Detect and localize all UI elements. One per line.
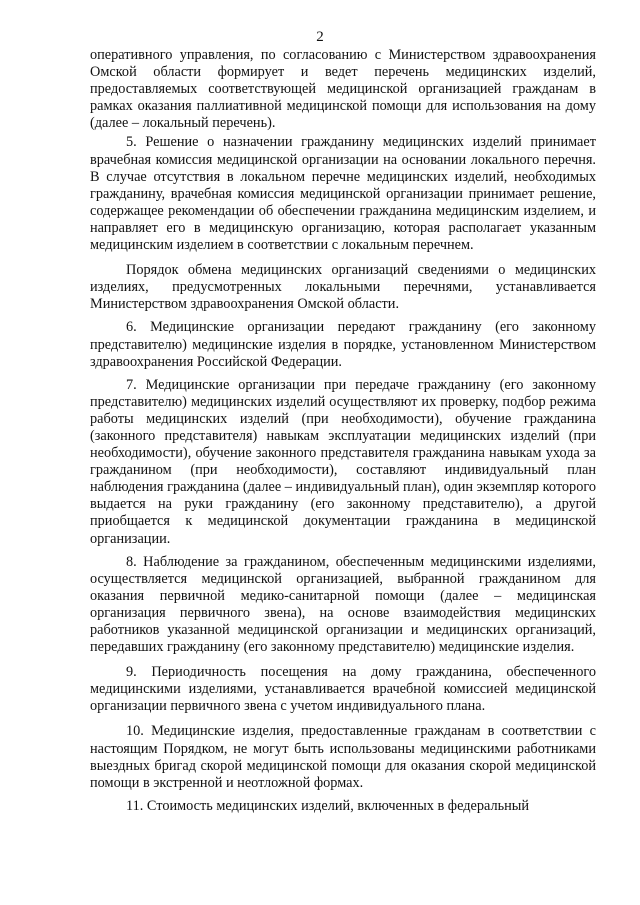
paragraph-item-11: 11. Стоимость медицинских изделий, включенных в федеральный xyxy=(126,797,530,814)
document-body xyxy=(90,47,596,815)
paragraph-item-6: 6. Медицинские организации передают гражданину (его законному представителю) медицинские изделия в порядке, установленном Министерством здравоохранения Российской Федерации. xyxy=(90,319,596,370)
paragraph-item-5: 5. Решение о назначении гражданину медицинских изделий принимает врачебная комиссия медицинской организации на основании локального перечня. В случае отсутствия в локальном перечне медицинских изделий, необходимых гражданину, врачебная комиссия медицинской организации принимает решение, содержащее рекомендации об обеспечении гражданина медицинским изделием, и направляет его в медицинскую организацию, которая располагает указанным медицинским изделием в соответствии с локальным перечнем. xyxy=(90,134,596,254)
paragraph-item-10: 10. Медицинские изделия, предоставленные гражданам в соответствии с настоящим Порядком, не могут быть использованы медицинскими работниками выездных бригад скорой медицинской помощи для оказания скорой медицинской помощи в экстренной и неотложной формах. xyxy=(90,723,596,791)
paragraph-continuation: оперативного управления, по согласованию с Министерством здравоохранения Омской области формирует и ведет перечень медицинских изделий, предоставляемых соответствующей медицинской организацией гражданам в рамках оказания паллиативной медицинской помощи для использования на дому (далее – локальный перечень). xyxy=(90,47,596,132)
paragraph-item-9: 9. Периодичность посещения на дому гражданина, обеспеченного медицинскими изделиями, устанавливается врачебной комиссией медицинской организации первичного звена с учетом индивидуального плана. xyxy=(90,664,596,715)
paragraph-item-8: 8. Наблюдение за гражданином, обеспеченным медицинскими изделиями, осуществляется медицинской организацией, выбранной гражданином для оказания первичной медико-санитарной помощи (далее – медицинская организация первичного звена), на основе взаимодействия медицинских работников указанной медицинской организации и медицинских организаций, передавших гражданину (его законному представителю) медицинские изделия. xyxy=(90,553,596,656)
paragraph-exchange-order: Порядок обмена медицинских организаций сведениями о медицинских изделиях, предусмотренных локальными перечнями, устанавливается Министерством здравоохранения Омской области. xyxy=(90,262,596,313)
page-number: 2 xyxy=(316,29,324,45)
paragraph-item-7: 7. Медицинские организации при передаче гражданину (его законному представителю) медицинских изделий осуществляют их проверку, подбор режима работы медицинских изделий (при необходимости), обучение гражданина (законного представителя) навыкам эксплуатации медицинских изделий (при необходимости), обучение законного представителя гражданина навыкам ухода за гражданином (при необходимости), составляют индивидуальный план наблюдения гражданина (далее – индивидуальный план), один экземпляр которого выдается на руки гражданину (его законному представителю), а другой приобщается к медицинской документации гражданина в медицинской организации. xyxy=(90,376,596,547)
